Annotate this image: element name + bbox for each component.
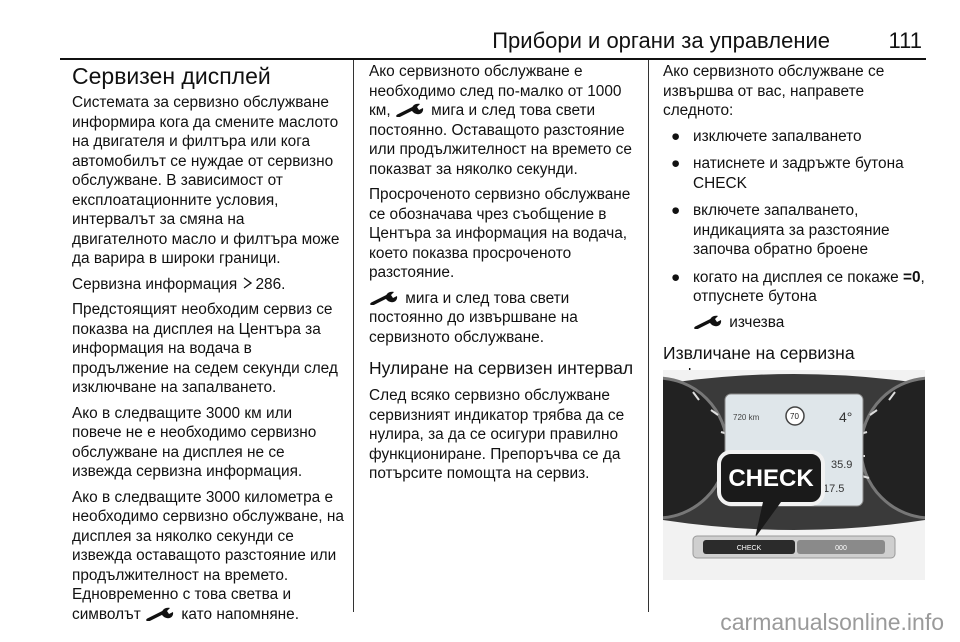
bullet-icon: ● [671, 155, 681, 172]
column-2 [369, 62, 637, 490]
paragraph-text: като напомняне. [181, 605, 300, 623]
reference-page-link[interactable]: 286. [255, 275, 286, 293]
check-callout-label: CHECK [728, 465, 814, 492]
paragraph: Просроченото сервизно обслужване се обозначава чрез съобщение в Центъра за информация на водача, което показва просроченото разстояние. [369, 186, 631, 281]
list-item-bold-text: =0 [902, 268, 921, 286]
section-heading-service-display: Сервизен дисплей [72, 63, 271, 89]
temperature-text: 4° [839, 409, 853, 425]
wrench-icon [369, 291, 401, 305]
speed-limit-text: 70 [790, 412, 799, 421]
paragraph-text: мига и след това свети постоянно. Оставащото разстояние или продължителност на времето се показват за няколко секунди. [369, 102, 632, 178]
list-item-subline [693, 313, 925, 333]
reference-text: Сервизна информация [72, 275, 238, 293]
wrench-icon [145, 607, 177, 621]
reference-arrow-icon [243, 277, 252, 289]
list-item [663, 201, 925, 260]
reset-steps-list [663, 127, 925, 333]
wrench-icon [395, 103, 427, 117]
column-divider-2 [648, 60, 649, 612]
paragraph: Ако в следващите 3000 км или повече не е необходимо сервизно обслужване на дисплея не се извежда сервизна информация. [72, 404, 317, 480]
instrument-cluster-illustration [663, 370, 925, 580]
paragraph-text: мига и след това свети постоянно до извършване на сервизното обслужване. [369, 289, 578, 346]
paragraph-with-icon [72, 488, 344, 625]
section-heading-retrieve-service-info: Извличане на сервизна [663, 343, 855, 363]
list-item-text: включете запалването, индикацията за разстояние започва обратно броене [693, 202, 890, 258]
list-item [663, 268, 925, 333]
page-number: 111 [888, 28, 922, 53]
bullet-icon: ● [671, 202, 681, 219]
paragraph-reference [72, 275, 344, 295]
paragraph-text: Ако сервизното обслужване е необходимо след по-малко от 1000 км, [369, 63, 622, 119]
paragraph: Системата за сервизно обслужване информира кога да смените маслото на двигателя и филтъра или кога автомобилът се нуждае от сервизно обслужване. В зависимост от експлоатационните условия, интервалът за смяна на двигателното масло и филтъра може да варира в широки граници. [72, 94, 340, 267]
paragraph-with-icon [369, 289, 637, 348]
list-item [663, 154, 925, 193]
column-1 [72, 62, 344, 630]
display-value-2: 17.5 [823, 483, 845, 495]
list-item-text: когато на дисплея се покаже [693, 268, 899, 286]
bullet-icon: ● [671, 127, 681, 145]
display-value-1: 35.9 [831, 459, 853, 471]
list-item-text: натиснете и задръжте бутона CHECK [693, 155, 904, 192]
odometer-text: 720 km [733, 413, 760, 422]
list-item-text: изключете запалването [693, 127, 862, 145]
column-divider-1 [353, 60, 354, 612]
paragraph-text: Ако в следващите 3000 километра е необходимо сервизно обслужване, на дисплея за няколко секунди се извежда оставащото разстояние или продължителност на времето. Едновременно с това светва и символът [72, 488, 344, 623]
check-button-label: CHECK [736, 545, 762, 552]
paragraph: Ако сервизното обслужване се извършва от вас, направете следното: [663, 63, 885, 119]
reset-button-label: 000 [835, 545, 847, 552]
paragraph-with-icon [369, 62, 637, 179]
list-item-text: изчезва [729, 313, 785, 331]
bullet-icon: ● [671, 268, 681, 286]
page-header-title: Прибори и органи за управление [492, 28, 830, 53]
list-item [663, 127, 925, 147]
wrench-icon [693, 315, 725, 329]
section-heading-reset-interval: Нулиране на сервизен интервал [369, 358, 634, 378]
header-rule [60, 58, 926, 60]
list-item-text: , отпуснете бутона [693, 268, 925, 305]
paragraph: Предстоящият необходим сервиз се показва на дисплея на Центъра за информация на водача в продължение на седем секунди след изключване на запалването. [72, 301, 338, 396]
page-header [60, 28, 926, 56]
paragraph: След всяко сервизно обслужване сервизният индикатор трябва да се нулира, за да се осигури правилно функциониране. Препоръчва се да потърсите помощта на сервиз. [369, 387, 625, 482]
watermark: carmanualsonline.info [720, 609, 944, 635]
column-3 [663, 62, 925, 393]
